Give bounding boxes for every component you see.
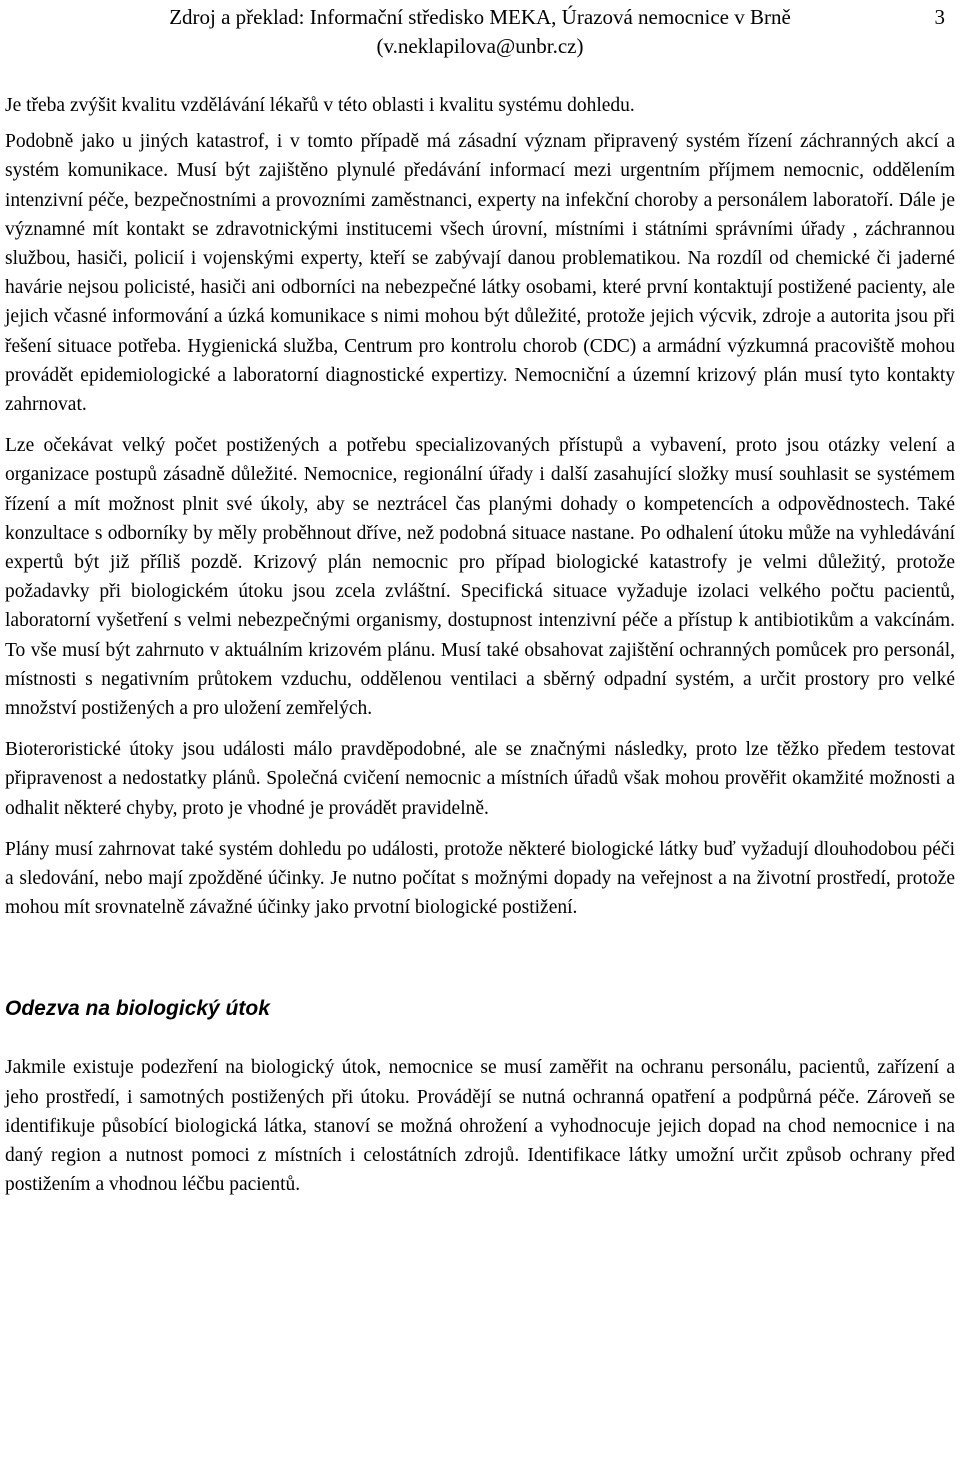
paragraph: Jakmile existuje podezření na biologický útok, nemocnice se musí zaměřit na ochranu personálu, pacientů, zařízení a jeho prostředí, i samotných postižených při útoku. Provádějí se nutná ochranná opatření a podpůrná péče. Zároveň se identifikuje působící biologická látka, stanoví se možná ohrožení a vyhodnocuje jejich dopad na chod nemocnice i na daný region a nutnost pomoci z místních i celostátních zdrojů. Identifikace látky umožní určit způsob ochrany před postižením a vhodnou léčbu pacientů. [5,1057,955,1196]
section-heading: Odezva na biologický útok [5,997,270,1021]
paragraph: Bioteroristické útoky jsou události málo pravděpodobné, ale se značnými následky, proto lze těžko předem testovat připravenost a nedostatky plánů. Společná cvičení nemocnic a místních úřadů však mohou prověřit okamžité možnosti a odhalit některé chyby, proto je vhodné je provádět pravidelně. [5,739,955,819]
document-page [5,0,955,1212]
paragraph: Plány musí zahrnovat také systém dohledu po události, protože některé biologické látky buď vyžadují dlouhodobou péči a sledování, nebo mají zpožděné účinky. Je nutno počítat s možnými dopady na veřejnost a na životní prostředí, protože mohou mít srovnatelně závažné účinky jako prvotní biologické postižení. [5,838,955,919]
header-email-line: (v.neklapilova@unbr.cz) [376,34,584,58]
header-source-line: Zdroj a překlad: Informační středisko MEKA, Úrazová nemocnice v Brně [169,5,791,29]
page-number: 3 [934,5,945,29]
paragraph: Lze očekávat velký počet postižených a potřebu specializovaných přístupů a vybavení, proto jsou otázky velení a organizace postupů zásadně důležité. Nemocnice, regionální úřady i další zasahující složky musí souhlasit se systémem řízení a mít možnost plnit své úkoly, aby se neztrácel čas planými dohady o kompetencích a odpovědnostech. Také konzultace s odborníky by měly proběhnout dříve, než podobná situace nastane. Po odhalení útoku může na vyhledávání expertů být již příliš pozdě. Krizový plán nemocnic pro případ biologické katastrofy je velmi důležitý, protože požadavky při biologickém útoku jsou zcela zvláštní. Specifická situace vyžaduje izolaci velkého počtu pacientů, laboratorní vyšetření s velmi nebezpečnými organismy, dostupnost intenzivní péče a přístup k antibiotikům a vakcínám. To vše musí být zahrnuto v aktuálním krizovém plánu. Musí také obsahovat zajištění ochranných pomůcek pro personál, místnosti s negativním průtokem vzduchu, oddělenou ventilaci a sběrný odpadní systém, a určit prostory pro velké množství postižených a pro uložení zemřelých. [5,435,955,720]
paragraph: Je třeba zvýšit kvalitu vzdělávání lékařů v této oblasti i kvalitu systému dohledu. [5,95,635,116]
page-header [30,0,945,61]
paragraph: Podobně jako u jiných katastrof, i v tomto případě má zásadní význam připravený systém řízení záchranných akcí a systém komunikace. Musí být zajištěno plynulé předávání informací mezi urgentním příjmem nemocnic, oddělením intenzivní péče, bezpečnostními a provozními zaměstnanci, experty na infekční choroby a personálem laboratoří. Dále je významné mít kontakt se zdravotnickými institucemi všech úrovní, místními i státními správními úřady , záchrannou službou, hasiči, policií i vojenskými experty, kteří se zabývají danou problematikou. Na rozdíl od chemické či jaderné havárie nejsou policisté, hasiči ani odborníci na nebezpečné látky osobami, které první kontaktují postižené pacienty, ale jejich včasné informování a úzká komunikace s nimi mohou být důležité, protože jejich výcvik, zdroje a autorita jsou při řešení situace potřeba. Hygienická služba, Centrum pro kontrolu chorob (CDC) a armádní výzkumná pracoviště mohou provádět epidemiologické a laboratorní diagnostické expertizy. Nemocniční a územní krizový plán musí tyto kontakty zahrnovat. [5,131,955,416]
document-body [5,91,955,1200]
